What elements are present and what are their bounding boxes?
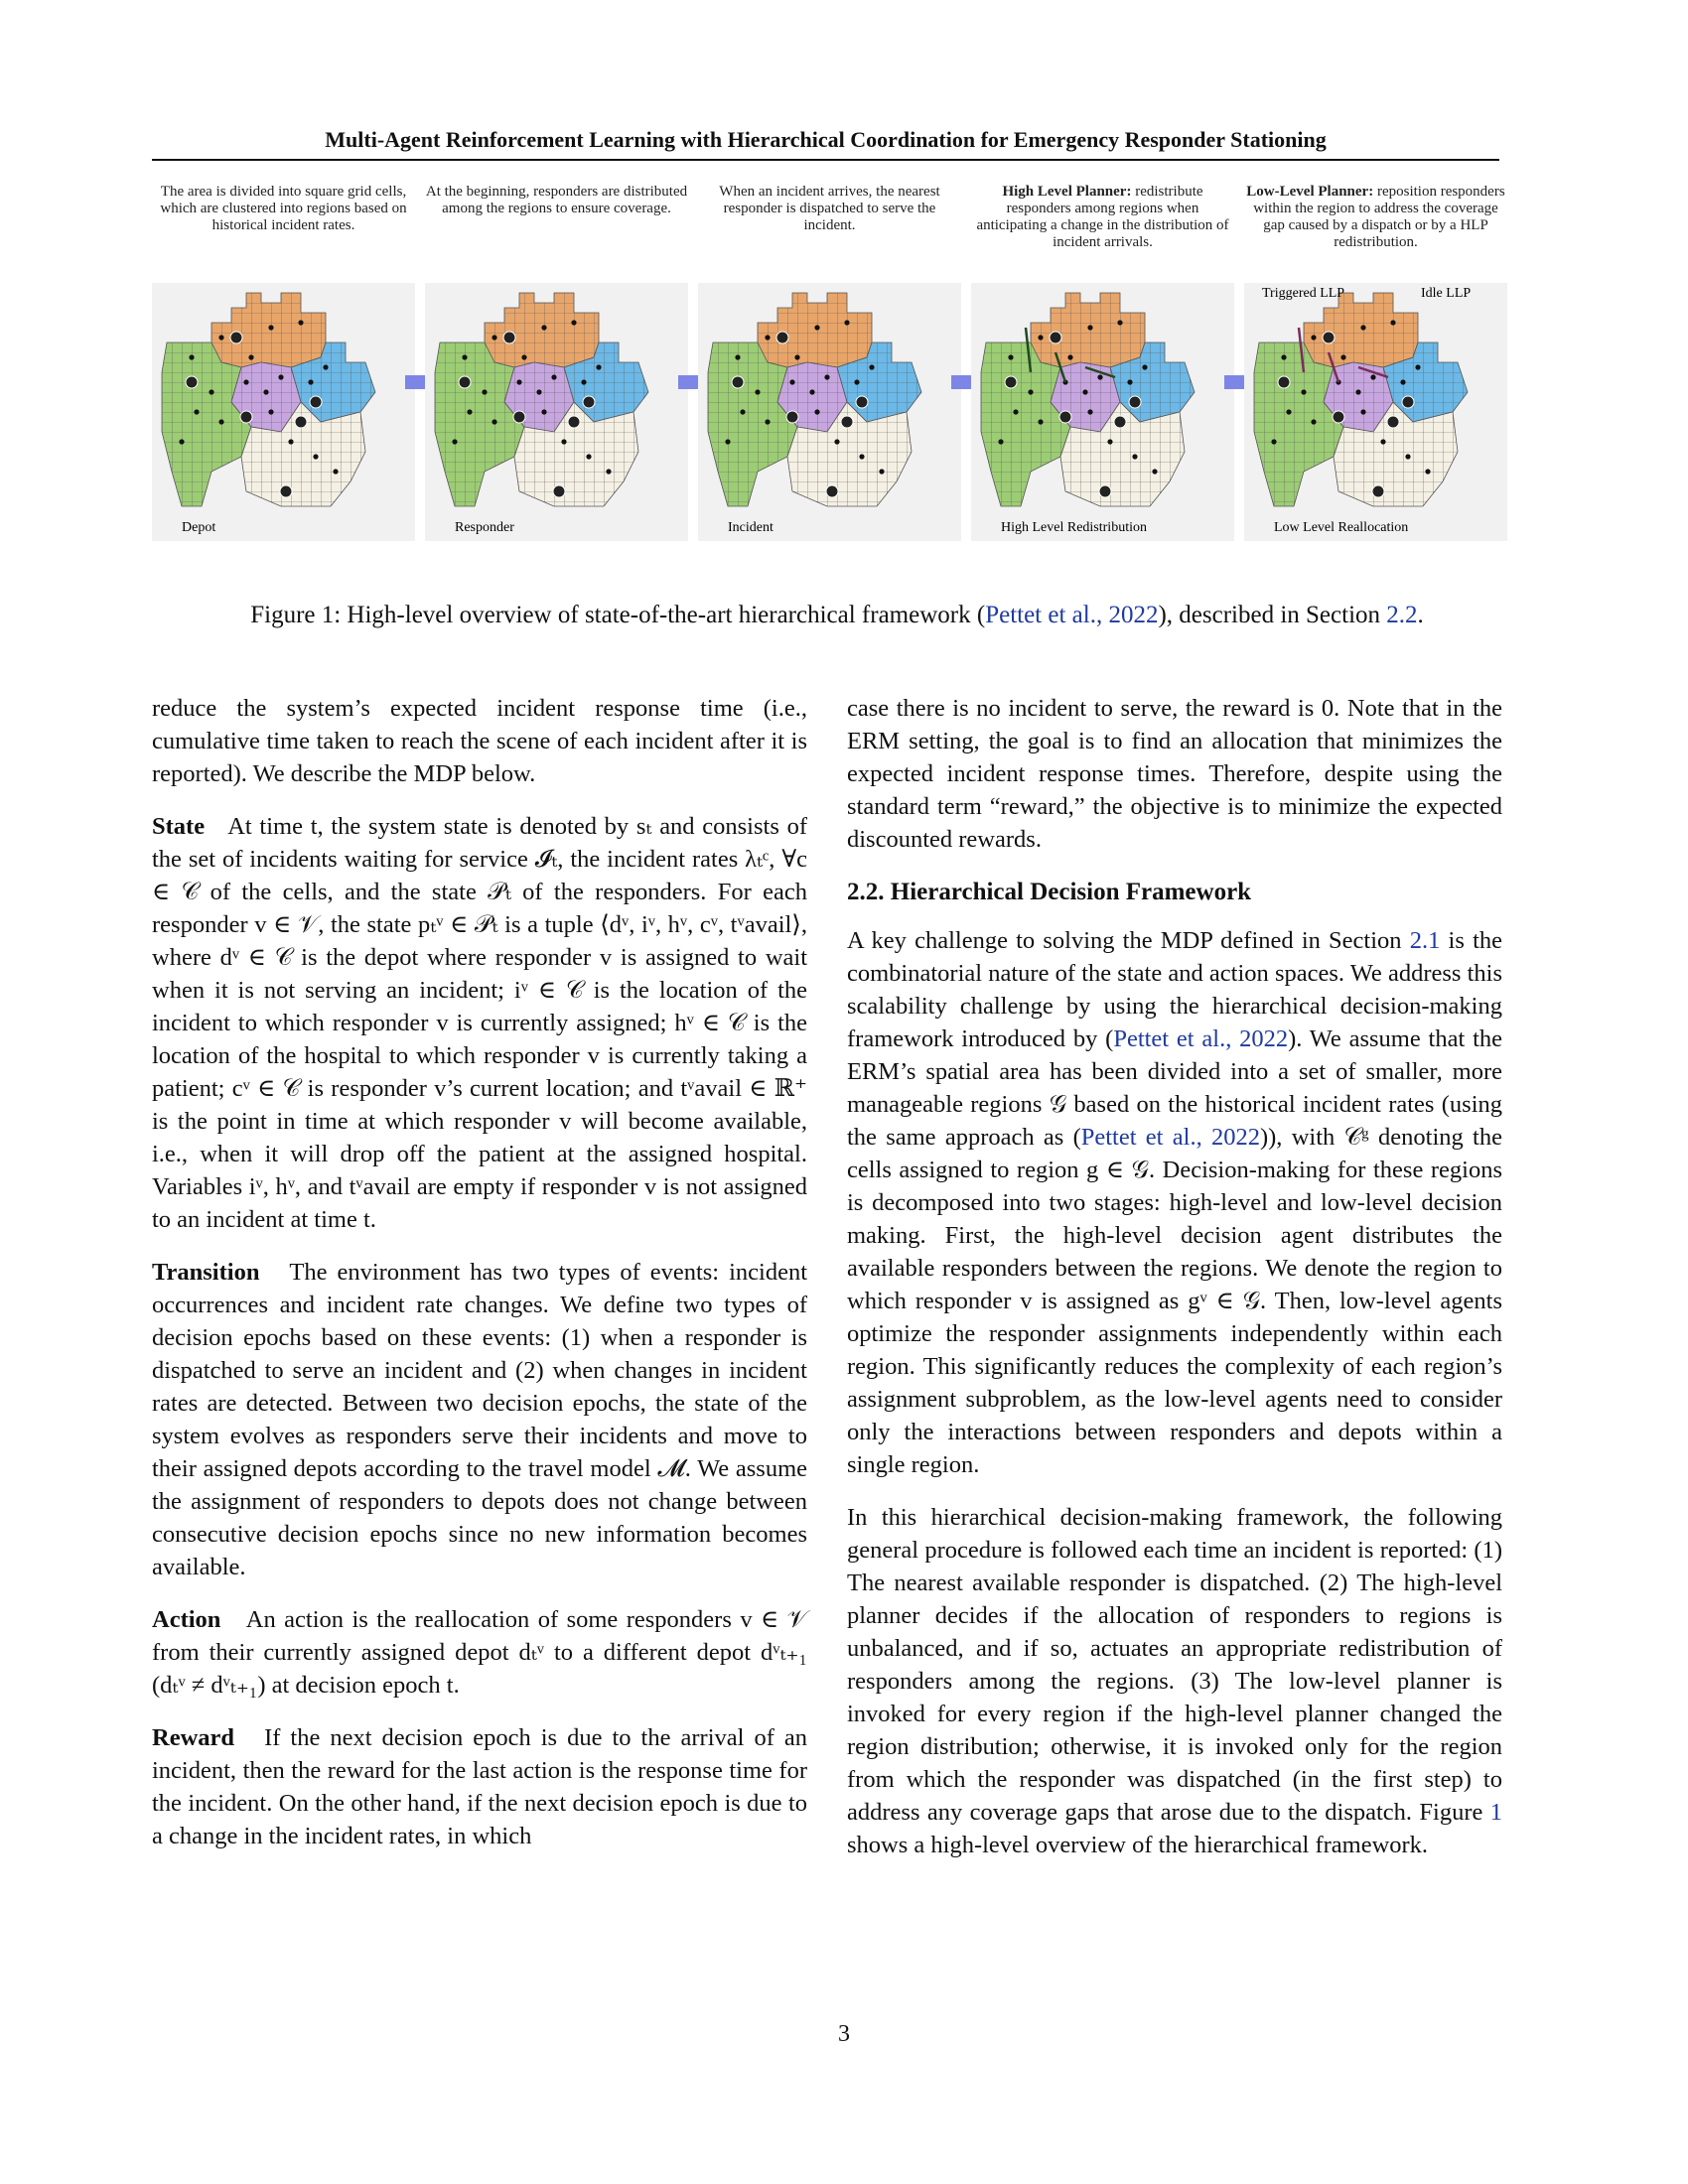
depot-marker (1099, 485, 1111, 497)
panel-legend: Incident (728, 520, 774, 535)
paragraph: A key challenge to solving the MDP defined in Section 2.1 is the combinatorial nature of the state and action spaces. We address this scalability challenge by using the hierarchical decision-making framework introduced by (Pettet et al., 2022). We assume that the ERM’s spatial area has been divided into a set of smaller, more manageable regions 𝒢 based on the historical incident rates (using the same approach as (Pettet et al., 2022)), with 𝒞ᵍ denoting the cells assigned to region g ∈ 𝒢. Decision-making for these regions is decomposed into two stages: high-level and low-level decision making. First, the high-level decision agent distributes the available responders between the regions. We denote the region to which responder v is assigned as gᵛ ∈ 𝒢. Then, low-level agents optimize the responder assignments independently within each region. This significantly reduces the complexity of each region’s assignment subproblem, as the low-level agents need to consider only the interactions between responders and depots within a single region. (847, 927, 1502, 1478)
incident-dot (1311, 335, 1316, 340)
map-grid (1254, 342, 1343, 506)
citation-link[interactable]: Pettet et al., 2022 (1080, 1124, 1260, 1151)
incident-dot (467, 409, 472, 414)
incident-dot (755, 389, 760, 394)
run-in-heading: State (152, 813, 206, 840)
map-grid (758, 293, 872, 367)
figure-panel-2 (425, 184, 688, 535)
incident-dot (462, 354, 467, 359)
paragraph: In this hierarchical decision-making framework, the following general procedure is followed each time an incident is reported: (1) The nearest available responder is dispatched. (2) The high-level planner decides if the allocation of responders to regions is unbalanced, and if so, actuates an appropriate redistribution of responders among the regions. (3) The low-level planner is invoked for every region if the high-level planner changed the region distribution; otherwise, it is invoked only for the region from which the responder was dispatched (in the first step) to address any coverage gaps that arose due to the dispatch. Figure 1 shows a high-level overview of the hierarchical framework. (847, 1504, 1502, 1858)
incident-dot (1142, 364, 1147, 369)
depot-marker (1129, 396, 1141, 408)
incident-dot (194, 409, 199, 414)
map-grid (1031, 293, 1145, 367)
incident-dot (1132, 454, 1137, 459)
region-map (971, 283, 1234, 541)
depot-marker (776, 332, 788, 343)
incident-dot (1038, 419, 1043, 424)
depot-marker (583, 396, 595, 408)
incident-dot (179, 439, 184, 444)
depot-marker (1323, 332, 1335, 343)
incident-dot (313, 454, 318, 459)
depot-marker (841, 416, 853, 428)
depot-marker (230, 332, 242, 343)
depot-marker (186, 376, 198, 388)
incident-dot (1286, 409, 1291, 414)
panel-caption: The area is divided into square grid cells, which are clustered into regions based on historical incident rates. (160, 184, 407, 233)
incident-dot (859, 454, 864, 459)
incident-dot (834, 439, 839, 444)
map-grid (485, 293, 599, 367)
incident-dot (298, 320, 303, 325)
paragraph: case there is no incident to serve, the reward is 0. Note that in the ERM setting, the goal is to find an allocation that minimizes the expected incident response times. Therefore, despite using the standard term “reward,” the objective is to minimize the expected discounted rewards. (847, 695, 1502, 853)
depot-marker (295, 416, 307, 428)
incident-dot (794, 354, 799, 359)
depot-marker (1333, 411, 1344, 423)
depot-marker (310, 396, 322, 408)
depot-marker (240, 411, 252, 423)
incident-dot (725, 439, 730, 444)
panel-legend: Low Level Reallocation (1274, 520, 1409, 535)
depot-marker (786, 411, 798, 423)
incident-dot (1117, 320, 1122, 325)
citation-link[interactable]: Pettet et al., 2022 (1113, 1025, 1289, 1052)
incident-dot (1415, 364, 1420, 369)
incident-dot (1400, 379, 1405, 384)
paragraph-transition: Transition The environment has two types of events: incident occurrences and incident rate changes. We define two types of decision epochs based on these events: (1) when a responder is dispatched to serve an incident and (2) when changes in incident rates are detected. Between two decision epochs, the state of the system evolves as responders serve their incidents and move to their assigned depots according to the travel model 𝓜. We assume the assignment of responders to depots does not change between consecutive decision epochs since no new information becomes available. (152, 1259, 807, 1580)
panel-caption: Low-Level Planner: reposition responders within the region to address the coverage gap caused by a dispatch or by a HLP redistribution. (1246, 184, 1505, 250)
figure-1 (152, 184, 1522, 541)
figure-panel-1 (152, 184, 415, 535)
depot-marker (732, 376, 744, 388)
left-column (152, 692, 807, 1872)
incident-dot (809, 389, 814, 394)
incident-dot (541, 325, 546, 330)
depot-marker (513, 411, 525, 423)
incident-dot (1087, 325, 1092, 330)
depot-marker (1278, 376, 1290, 388)
incident-dot (218, 335, 223, 340)
map-grid (162, 342, 251, 506)
map-grid (211, 293, 326, 367)
incident-dot (1311, 419, 1316, 424)
incident-dot (869, 364, 874, 369)
incident-dot (1355, 389, 1360, 394)
incident-dot (1425, 469, 1430, 474)
panel-caption: High Level Planner: redistribute responders among regions when anticipating a change in the distribution of incident arrivals. (976, 184, 1229, 250)
incident-dot (1340, 354, 1345, 359)
incident-dot (735, 354, 740, 359)
incident-dot (879, 469, 884, 474)
region-map (698, 283, 961, 541)
legend-triggered-llp: Triggered LLP (1262, 286, 1345, 301)
figure-panel-4 (971, 184, 1234, 535)
depot-marker (1402, 396, 1414, 408)
incident-dot (789, 379, 794, 384)
region-map (152, 283, 415, 541)
incident-dot (268, 409, 273, 414)
region-map (425, 283, 688, 541)
depot-marker (280, 485, 292, 497)
incident-dot (1405, 454, 1410, 459)
incident-dot (1360, 325, 1365, 330)
incident-dot (596, 364, 601, 369)
map-grid (708, 342, 797, 506)
incident-dot (1107, 439, 1112, 444)
incident-dot (521, 354, 526, 359)
map-grid (1304, 293, 1418, 367)
section-heading: 2.2. Hierarchical Decision Framework (847, 879, 1252, 905)
incident-dot (243, 379, 248, 384)
depot-marker (1114, 416, 1126, 428)
incident-dot (1301, 389, 1306, 394)
incident-dot (209, 389, 213, 394)
panel-legend: Depot (182, 520, 216, 535)
incident-dot (854, 379, 859, 384)
figure-panel-3 (698, 184, 961, 535)
incident-dot (1360, 409, 1365, 414)
incident-dot (263, 389, 268, 394)
panel-legend: Responder (455, 520, 514, 535)
right-column (847, 692, 1502, 1881)
paragraph-reward: Reward If the next decision epoch is due to the arrival of an incident, then the reward for the last action is the response time for the incident. On the other hand, if the next decision epoch is due to a change in the incident rates, in which (152, 1724, 808, 1849)
incident-dot (581, 379, 586, 384)
incident-dot (333, 469, 338, 474)
incident-dot (1127, 379, 1132, 384)
paragraph-state: State At time t, the system state is denoted by sₜ and consists of the set of incidents waiting for service 𝓘ₜ, the incident rates λₜᶜ, ∀c ∈ 𝒞 of the cells, and the state 𝒫ₜ of the responders. For each responder v ∈ 𝒱, the state pₜᵛ ∈ 𝒫ₜ is a tuple ⟨dᵛ, iᵛ, hᵛ, cᵛ, tᵛavail⟩, where dᵛ ∈ 𝒞 is the depot where responder v is assigned to wait when it is not serving an incident; iᵛ ∈ 𝒞 is the location of the incident to which responder v is currently assigned; hᵛ ∈ 𝒞 is the location of the hospital to which responder v is currently taking a patient; cᵛ ∈ 𝒞 is responder v’s current location; and tᵛavail ∈ ℝ⁺ is the point in time at which responder v will become available, i.e., when it will drop off the patient at the assigned hospital. Variables iᵛ, hᵛ, and tᵛavail are empty if responder v is not assigned to an incident at time t. (152, 813, 807, 1233)
incident-dot (308, 379, 313, 384)
depot-marker (503, 332, 515, 343)
incident-dot (606, 469, 611, 474)
map-grid (981, 342, 1070, 506)
map-grid (435, 342, 524, 506)
incident-dot (1380, 439, 1385, 444)
incident-dot (482, 389, 487, 394)
incident-dot (814, 409, 819, 414)
legend-idle-llp: Idle LLP (1421, 286, 1472, 301)
incident-dot (541, 409, 546, 414)
incident-dot (1390, 320, 1395, 325)
figure-ref-link[interactable]: 1 (1489, 1799, 1502, 1826)
incident-dot (1082, 389, 1087, 394)
incident-dot (586, 454, 591, 459)
incident-dot (765, 335, 770, 340)
paragraph-action: Action An action is the reallocation of some responders v ∈ 𝒱 from their currently assigned depot dₜᵛ to a different depot dᵛₜ₊₁ (dₜᵛ ≠ dᵛₜ₊₁) at decision epoch t. (152, 1606, 808, 1699)
incident-dot (561, 439, 566, 444)
depot-marker (1372, 485, 1384, 497)
section-ref-link[interactable]: 2.2 (1386, 602, 1418, 628)
incident-dot (1013, 409, 1018, 414)
incident-dot (492, 335, 496, 340)
incident-dot (536, 389, 541, 394)
incident-dot (516, 379, 521, 384)
incident-dot (824, 374, 829, 379)
incident-dot (248, 354, 253, 359)
incident-dot (551, 374, 556, 379)
incident-dot (1370, 374, 1375, 379)
figure-caption: Figure 1: High-level overview of state-of-the-art hierarchical framework (Pettet et al., 2022), described in Section 2.2. (250, 602, 1424, 628)
incident-dot (571, 320, 576, 325)
region-map (1244, 283, 1507, 541)
incident-dot (218, 419, 223, 424)
incident-dot (1008, 354, 1013, 359)
incident-dot (1087, 409, 1092, 414)
incident-dot (1038, 335, 1043, 340)
incident-dot (452, 439, 457, 444)
page-number: 3 (838, 2021, 850, 2047)
panel-caption: At the beginning, responders are distributed among the regions to ensure coverage. (425, 184, 688, 216)
incident-dot (765, 419, 770, 424)
run-in-heading: Transition (152, 1259, 260, 1286)
run-in-heading: Action (152, 1606, 221, 1633)
panel-caption: When an incident arrives, the nearest responder is dispatched to serve the incident. (719, 184, 940, 233)
panel-legend: High Level Redistribution (1001, 520, 1147, 535)
incident-dot (1097, 374, 1102, 379)
incident-dot (1271, 439, 1276, 444)
depot-marker (826, 485, 838, 497)
panel-caption-bold: Low-Level Planner: (1246, 184, 1374, 200)
depot-marker (553, 485, 565, 497)
depot-marker (856, 396, 868, 408)
incident-dot (278, 374, 283, 379)
section-ref-link[interactable]: 2.1 (1409, 927, 1441, 954)
figure-panel-5 (1244, 184, 1507, 535)
incident-dot (1152, 469, 1157, 474)
paragraph: reduce the system’s expected incident response time (i.e., cumulative time taken to reach the scene of each incident after it is reported). We describe the MDP below. (152, 695, 807, 787)
depot-marker (1059, 411, 1071, 423)
panel-caption-bold: High Level Planner: (1002, 184, 1132, 200)
depot-marker (1050, 332, 1061, 343)
incident-dot (1281, 354, 1286, 359)
incident-dot (288, 439, 293, 444)
running-title: Multi-Agent Reinforcement Learning with Hierarchical Coordination for Emergency Responder Stationing (152, 127, 1499, 161)
incident-dot (268, 325, 273, 330)
incident-dot (844, 320, 849, 325)
run-in-heading: Reward (152, 1724, 235, 1751)
depot-marker (1005, 376, 1017, 388)
incident-dot (492, 419, 496, 424)
incident-dot (740, 409, 745, 414)
depot-marker (1387, 416, 1399, 428)
depot-marker (568, 416, 580, 428)
incident-dot (814, 325, 819, 330)
incident-dot (998, 439, 1003, 444)
incident-dot (323, 364, 328, 369)
incident-dot (1067, 354, 1072, 359)
citation-link[interactable]: Pettet et al., 2022 (985, 602, 1159, 628)
incident-dot (189, 354, 194, 359)
incident-dot (1028, 389, 1033, 394)
depot-marker (459, 376, 471, 388)
